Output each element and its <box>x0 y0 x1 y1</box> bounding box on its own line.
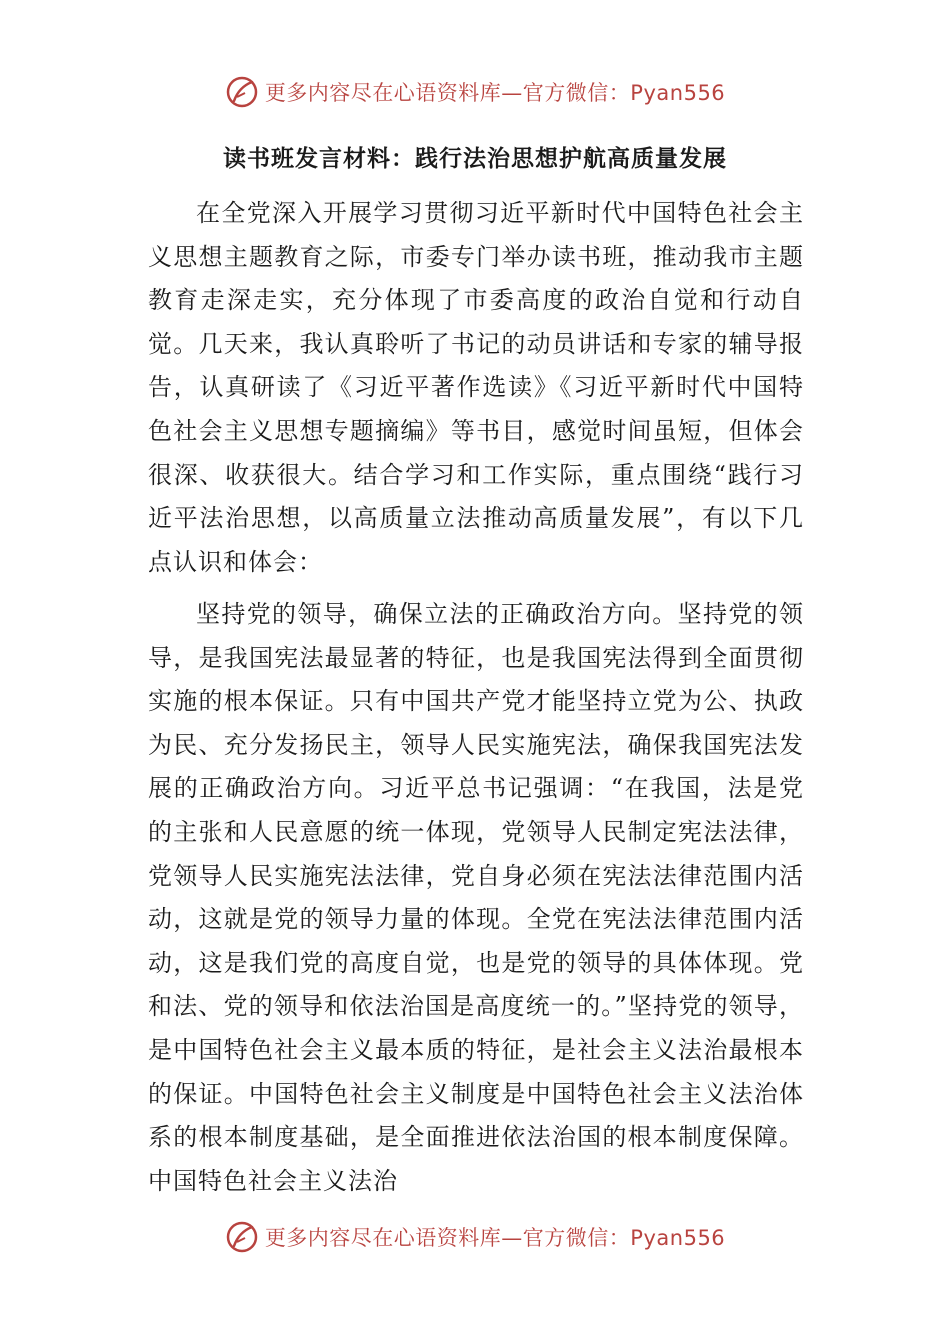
watermark-text: 更多内容尽在心语资料库—官方微信：Pyan556 <box>264 1226 726 1250</box>
watermark-text: 更多内容尽在心语资料库—官方微信：Pyan556 <box>264 81 726 105</box>
header-watermark <box>0 70 950 114</box>
paragraph-party-leadership: 坚持党的领导，确保立法的正确政治方向。坚持党的领导，是我国宪法最显著的特征，也是我国宪法得到全面贯彻实施的根本保证。只有中国共产党才能坚持立党为公、执政为民、充分发扬民主，领导人民实施宪法，确保我国宪法发展的正确政治方向。习近平总书记强调：“在我国，法是党的主张和人民意愿的统一体现，党领导人民制定宪法法律，党领导人民实施宪法法律，党自身必须在宪法法律范围内活动，这就是党的领导力量的体现。全党在宪法法律范围内活动，这是我们党的高度自觉，也是党的领导的具体体现。党和法、党的领导和依法治国是高度统一的。”坚持党的领导，是中国特色社会主义最本质的特征，是社会主义法治最根本的保证。中国特色社会主义制度是中国特色社会主义法治体系的根本制度基础，是全面推进依法治国的根本制度保障。中国特色社会主义法治 <box>148 600 804 1195</box>
page-title: 读书班发言材料：践行法治思想护航高质量发展 <box>223 146 727 172</box>
pen-logo-icon <box>225 75 259 109</box>
pen-logo-icon <box>225 1220 259 1254</box>
paragraph-intro: 在全党深入开展学习贯彻习近平新时代中国特色社会主义思想主题教育之际，市委专门举办读书班，推动我市主题教育走深走实，充分体现了市委高度的政治自觉和行动自觉。几天来，我认真聆听了书记的动员讲话和专家的辅导报告，认真研读了《习近平著作选读》《习近平新时代中国特色社会主义思想专题摘编》等书目，感觉时间虽短，但体会很深、收获很大。结合学习和工作实际，重点围绕“践行习近平法治思想，以高质量立法推动高质量发展”，有以下几点认识和体会： <box>148 199 804 576</box>
footer-watermark <box>0 1215 950 1259</box>
